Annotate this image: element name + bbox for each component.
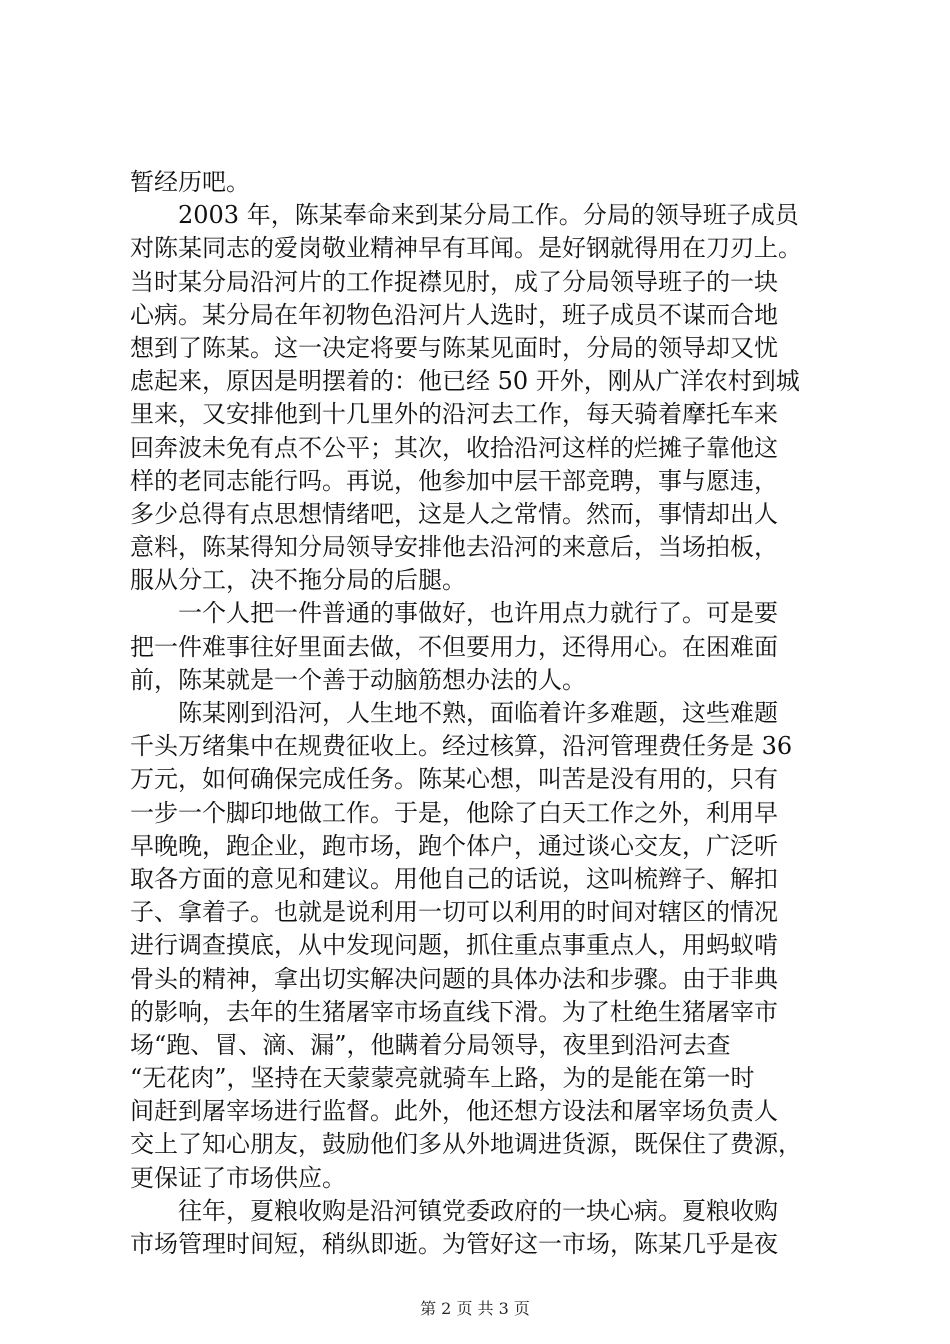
- text-line: 心病。某分局在年初物色沿河片人选时，班子成员不谋而合地: [130, 300, 778, 329]
- text-line: 想到了陈某。这一决定将要与陈某见面时，分局的领导却又忧: [130, 333, 778, 362]
- text-line: 场“跑、冒、滴、漏”，他瞒着分局领导，夜里到沿河去查: [130, 1030, 731, 1059]
- text-line: 万元，如何确保完成任务。陈某心想，叫苦是没有用的，只有: [130, 765, 778, 794]
- text-line: 对陈某同志的爱岗敬业精神早有耳闻。是好钢就得用在刀刃上。: [130, 234, 802, 263]
- text-line: 早晚晚，跑企业，跑市场，跑个体户，通过谈心交友，广泛听: [130, 831, 778, 860]
- text-line: 意料，陈某得知分局领导安排他去沿河的来意后，当场拍板，: [130, 533, 778, 562]
- body-text: [130, 166, 836, 1261]
- text-line: 更保证了市场供应。: [130, 1163, 346, 1192]
- text-line: 多少总得有点思想情绪吧，这是人之常情。然而，事情却出人: [130, 499, 778, 528]
- text-line: 往年，夏粮收购是沿河镇党委政府的一块心病。夏粮收购: [178, 1196, 778, 1225]
- text-line: 暂经历吧。: [130, 168, 250, 196]
- text-line: 一步一个脚印地做工作。于是，他除了白天工作之外，利用早: [130, 798, 778, 827]
- text-line: 2003 年，陈某奉命来到某分局工作。分局的领导班子成员: [178, 201, 799, 230]
- text-line: 间赶到屠宰场进行监督。此外，他还想方设法和屠宰场负责人: [130, 1097, 778, 1126]
- text-line: 市场管理时间短，稍纵即逝。为管好这一市场，陈某几乎是夜: [130, 1230, 778, 1258]
- text-line: 前，陈某就是一个善于动脑筋想办法的人。: [130, 665, 586, 694]
- text-line: 千头万绪集中在规费征收上。经过核算，沿河管理费任务是 36: [130, 732, 793, 761]
- text-line: 进行调查摸底，从中发现问题，抓住重点事重点人，用蚂蚁啃: [130, 931, 778, 960]
- page-footer: 第 2 页 共 3 页: [420, 1299, 530, 1318]
- text-line: 取各方面的意见和建议。用他自己的话说，这叫梳辫子、解扣: [130, 864, 778, 893]
- text-line: 虑起来，原因是明摆着的：他已经 50 开外，刚从广洋农村到城: [130, 367, 800, 396]
- text-line: 的影响，去年的生猪屠宰市场直线下滑。为了杜绝生猪屠宰市: [130, 997, 778, 1026]
- text-line: 把一件难事往好里面去做，不但要用力，还得用心。在困难面: [130, 632, 778, 661]
- text-line: 样的老同志能行吗。再说，他参加中层干部竞聘，事与愿违，: [130, 466, 778, 495]
- text-line: 子、拿着子。也就是说利用一切可以利用的时间对辖区的情况: [130, 898, 778, 927]
- text-line: 里来，又安排他到十几里外的沿河去工作，每天骑着摩托车来: [130, 400, 778, 429]
- text-line: 回奔波未免有点不公平；其次，收拾沿河这样的烂摊子靠他这: [130, 433, 778, 462]
- text-line: 陈某刚到沿河，人生地不熟，面临着许多难题，这些难题: [178, 699, 778, 727]
- text-line: “无花肉”，坚持在天蒙蒙亮就骑车上路，为的是能在第一时: [130, 1064, 755, 1093]
- text-line: 交上了知心朋友，鼓励他们多从外地调进货源，既保住了费源，: [130, 1130, 802, 1159]
- text-line: 一个人把一件普通的事做好，也许用点力就行了。可是要: [178, 599, 778, 628]
- text-line: 当时某分局沿河片的工作捉襟见肘，成了分局领导班子的一块: [130, 267, 778, 296]
- text-line: 服从分工，决不拖分局的后腿。: [130, 566, 466, 595]
- text-line: 骨头的精神，拿出切实解决问题的具体办法和步骤。由于非典: [130, 964, 778, 993]
